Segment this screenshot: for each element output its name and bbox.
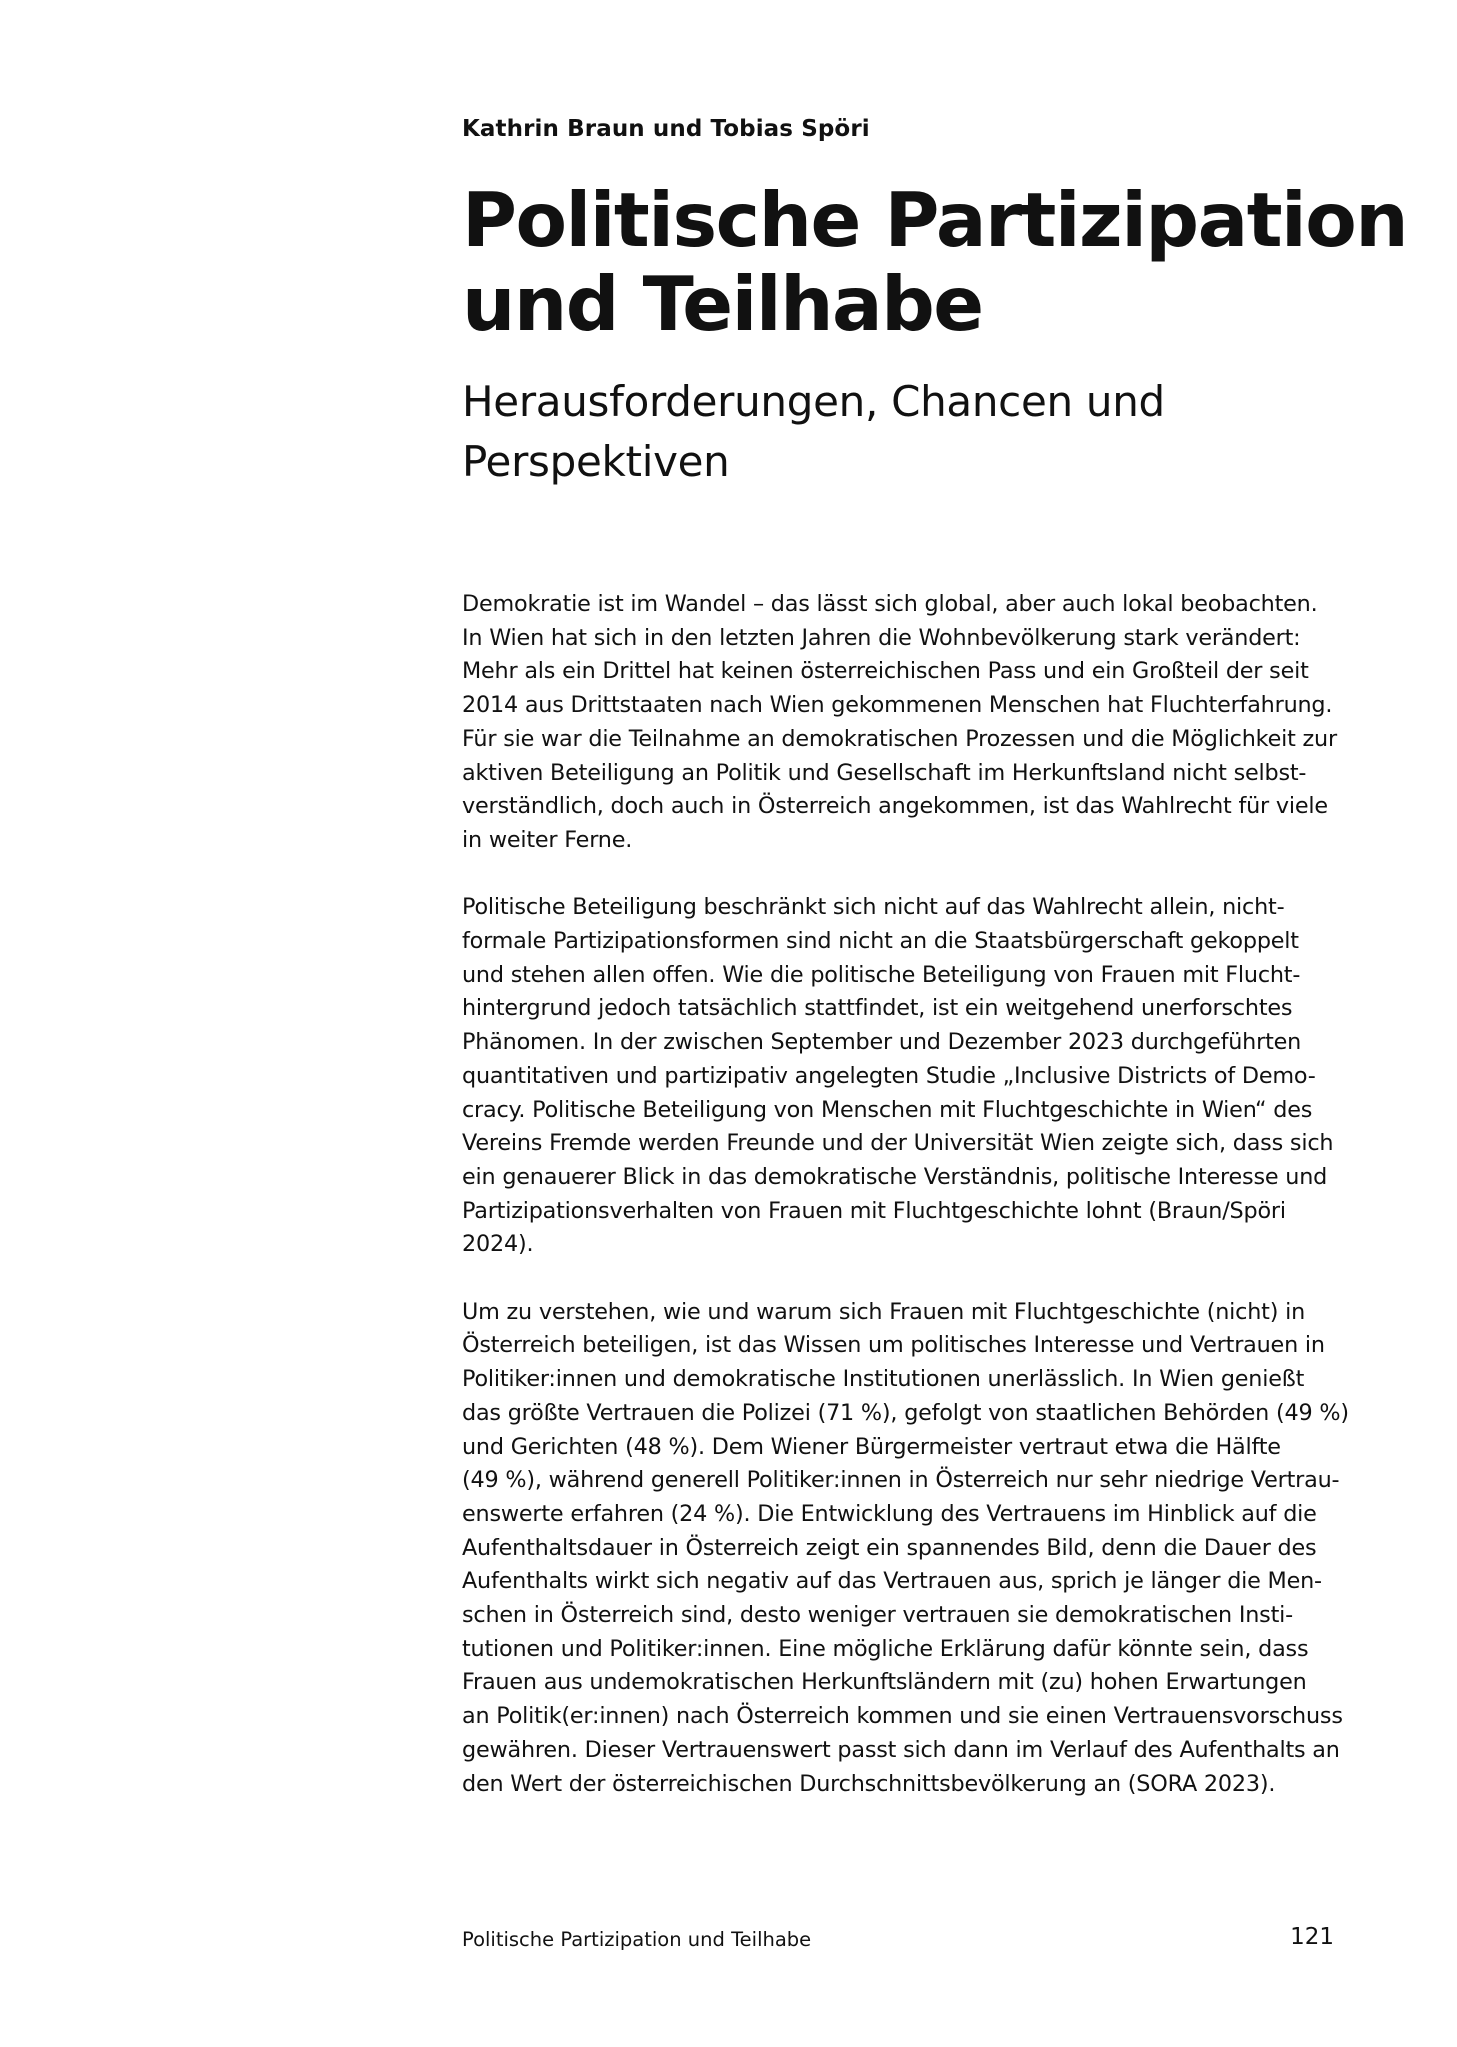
paragraph-line: schen in Österreich sind, desto weniger vertrauen sie demokratischen Insti-: [462, 1602, 1293, 1629]
paragraph-line: Frauen aus undemokratischen Herkunftsländern mit (zu) hohen Erwartungen: [462, 1669, 1307, 1696]
title-line: Politische Partizipation: [462, 176, 1408, 264]
paragraph-line: (49 %), während generell Politiker:innen in Österreich nur sehr niedrige Vertrau-: [462, 1467, 1340, 1494]
paragraph-line: cracy. Politische Beteiligung von Menschen mit Fluchtgeschichte in Wien“ des: [462, 1096, 1313, 1123]
paragraph-line: gewähren. Dieser Vertrauenswert passt sich dann im Verlauf des Aufenthalts an: [462, 1736, 1340, 1763]
page-title: [462, 178, 1407, 346]
paragraph-line: tutionen und Politiker:innen. Eine mögliche Erklärung dafür könnte sein, dass: [462, 1635, 1309, 1662]
paragraph-line: Partizipationsverhalten von Frauen mit Fluchtgeschichte lohnt (Braun/Spöri: [462, 1197, 1286, 1224]
paragraph-line: Phänomen. In der zwischen September und Dezember 2023 durchgeführten: [462, 1029, 1302, 1056]
paragraph-line: 2024).: [462, 1231, 534, 1258]
paragraph-line: das größte Vertrauen die Polizei (71 %), gefolgt von staatlichen Behörden (49 %): [462, 1399, 1349, 1426]
author-line: Kathrin Braun und Tobias Spöri: [462, 116, 870, 142]
paragraph-line: quantitativen und partizipativ angelegten Studie „Inclusive Districts of Demo-: [462, 1062, 1316, 1089]
page-footer: [462, 1924, 1342, 1956]
body-paragraph: [462, 1296, 1349, 1802]
page-number: 121: [1290, 1924, 1334, 1950]
title-line: und Teilhabe: [462, 260, 983, 348]
paragraph-line: und stehen allen offen. Wie die politische Beteiligung von Frauen mit Flucht-: [462, 961, 1301, 988]
body-paragraph: [462, 891, 1342, 1262]
article-body: [462, 588, 1349, 1835]
page-subtitle: [462, 372, 1165, 492]
paragraph-line: in weiter Ferne.: [462, 826, 633, 853]
paragraph-line: enswerte erfahren (24 %). Die Entwicklung des Vertrauens im Hinblick auf die: [462, 1500, 1317, 1527]
paragraph-line: Vereins Fremde werden Freunde und der Universität Wien zeigte sich, dass sich: [462, 1130, 1334, 1157]
paragraph-line: hintergrund jedoch tatsächlich stattfindet, ist ein weitgehend unerforschtes: [462, 995, 1293, 1022]
paragraph-line: Aufenthaltsdauer in Österreich zeigt ein spannendes Bild, denn die Dauer des: [462, 1534, 1317, 1561]
paragraph-line: und Gerichten (48 %). Dem Wiener Bürgermeister vertraut etwa die Hälfte: [462, 1433, 1281, 1460]
paragraph-line: an Politik(er:innen) nach Österreich kommen und sie einen Vertrauensvorschuss: [462, 1703, 1343, 1730]
paragraph-line: ein genauerer Blick in das demokratische Verständnis, politische Interesse und: [462, 1163, 1328, 1190]
paragraph-line: Politiker:innen und demokratische Institutionen unerlässlich. In Wien genießt: [462, 1366, 1305, 1393]
subtitle-line: Herausforderungen, Chancen und: [462, 377, 1165, 426]
paragraph-line: Mehr als ein Drittel hat keinen österreichischen Pass und ein Großteil der seit: [462, 658, 1309, 685]
paragraph-line: formale Partizipationsformen sind nicht an die Staatsbürgerschaft gekoppelt: [462, 928, 1299, 955]
paragraph-line: 2014 aus Drittstaaten nach Wien gekommenen Menschen hat Fluchterfahrung.: [462, 692, 1333, 719]
paragraph-line: Österreich beteiligen, ist das Wissen um politisches Interesse und Vertrauen in: [462, 1332, 1325, 1359]
paragraph-line: den Wert der österreichischen Durchschnittsbevölkerung an (SORA 2023).: [462, 1770, 1276, 1797]
paragraph-line: Politische Beteiligung beschränkt sich nicht auf das Wahlrecht allein, nicht-: [462, 894, 1285, 921]
paragraph-line: Aufenthalts wirkt sich negativ auf das Vertrauen aus, sprich je länger die Men-: [462, 1568, 1322, 1595]
paragraph-line: In Wien hat sich in den letzten Jahren die Wohnbevölkerung stark verändert:: [462, 624, 1301, 651]
running-title: Politische Partizipation und Teilhabe: [462, 1928, 812, 1951]
subtitle-line: Perspektiven: [462, 437, 730, 486]
paragraph-line: Demokratie ist im Wandel – das lässt sich global, aber auch lokal beobachten.: [462, 591, 1318, 617]
paragraph-line: Für sie war die Teilnahme an demokratischen Prozessen und die Möglichkeit zur: [462, 725, 1337, 752]
paragraph-line: Um zu verstehen, wie und warum sich Frauen mit Fluchtgeschichte (nicht) in: [462, 1298, 1306, 1325]
paragraph-line: aktiven Beteiligung an Politik und Gesellschaft im Herkunftsland nicht selbst-: [462, 759, 1307, 786]
body-paragraph: [462, 588, 1342, 858]
paragraph-line: verständlich, doch auch in Österreich angekommen, ist das Wahlrecht für viele: [462, 793, 1328, 820]
